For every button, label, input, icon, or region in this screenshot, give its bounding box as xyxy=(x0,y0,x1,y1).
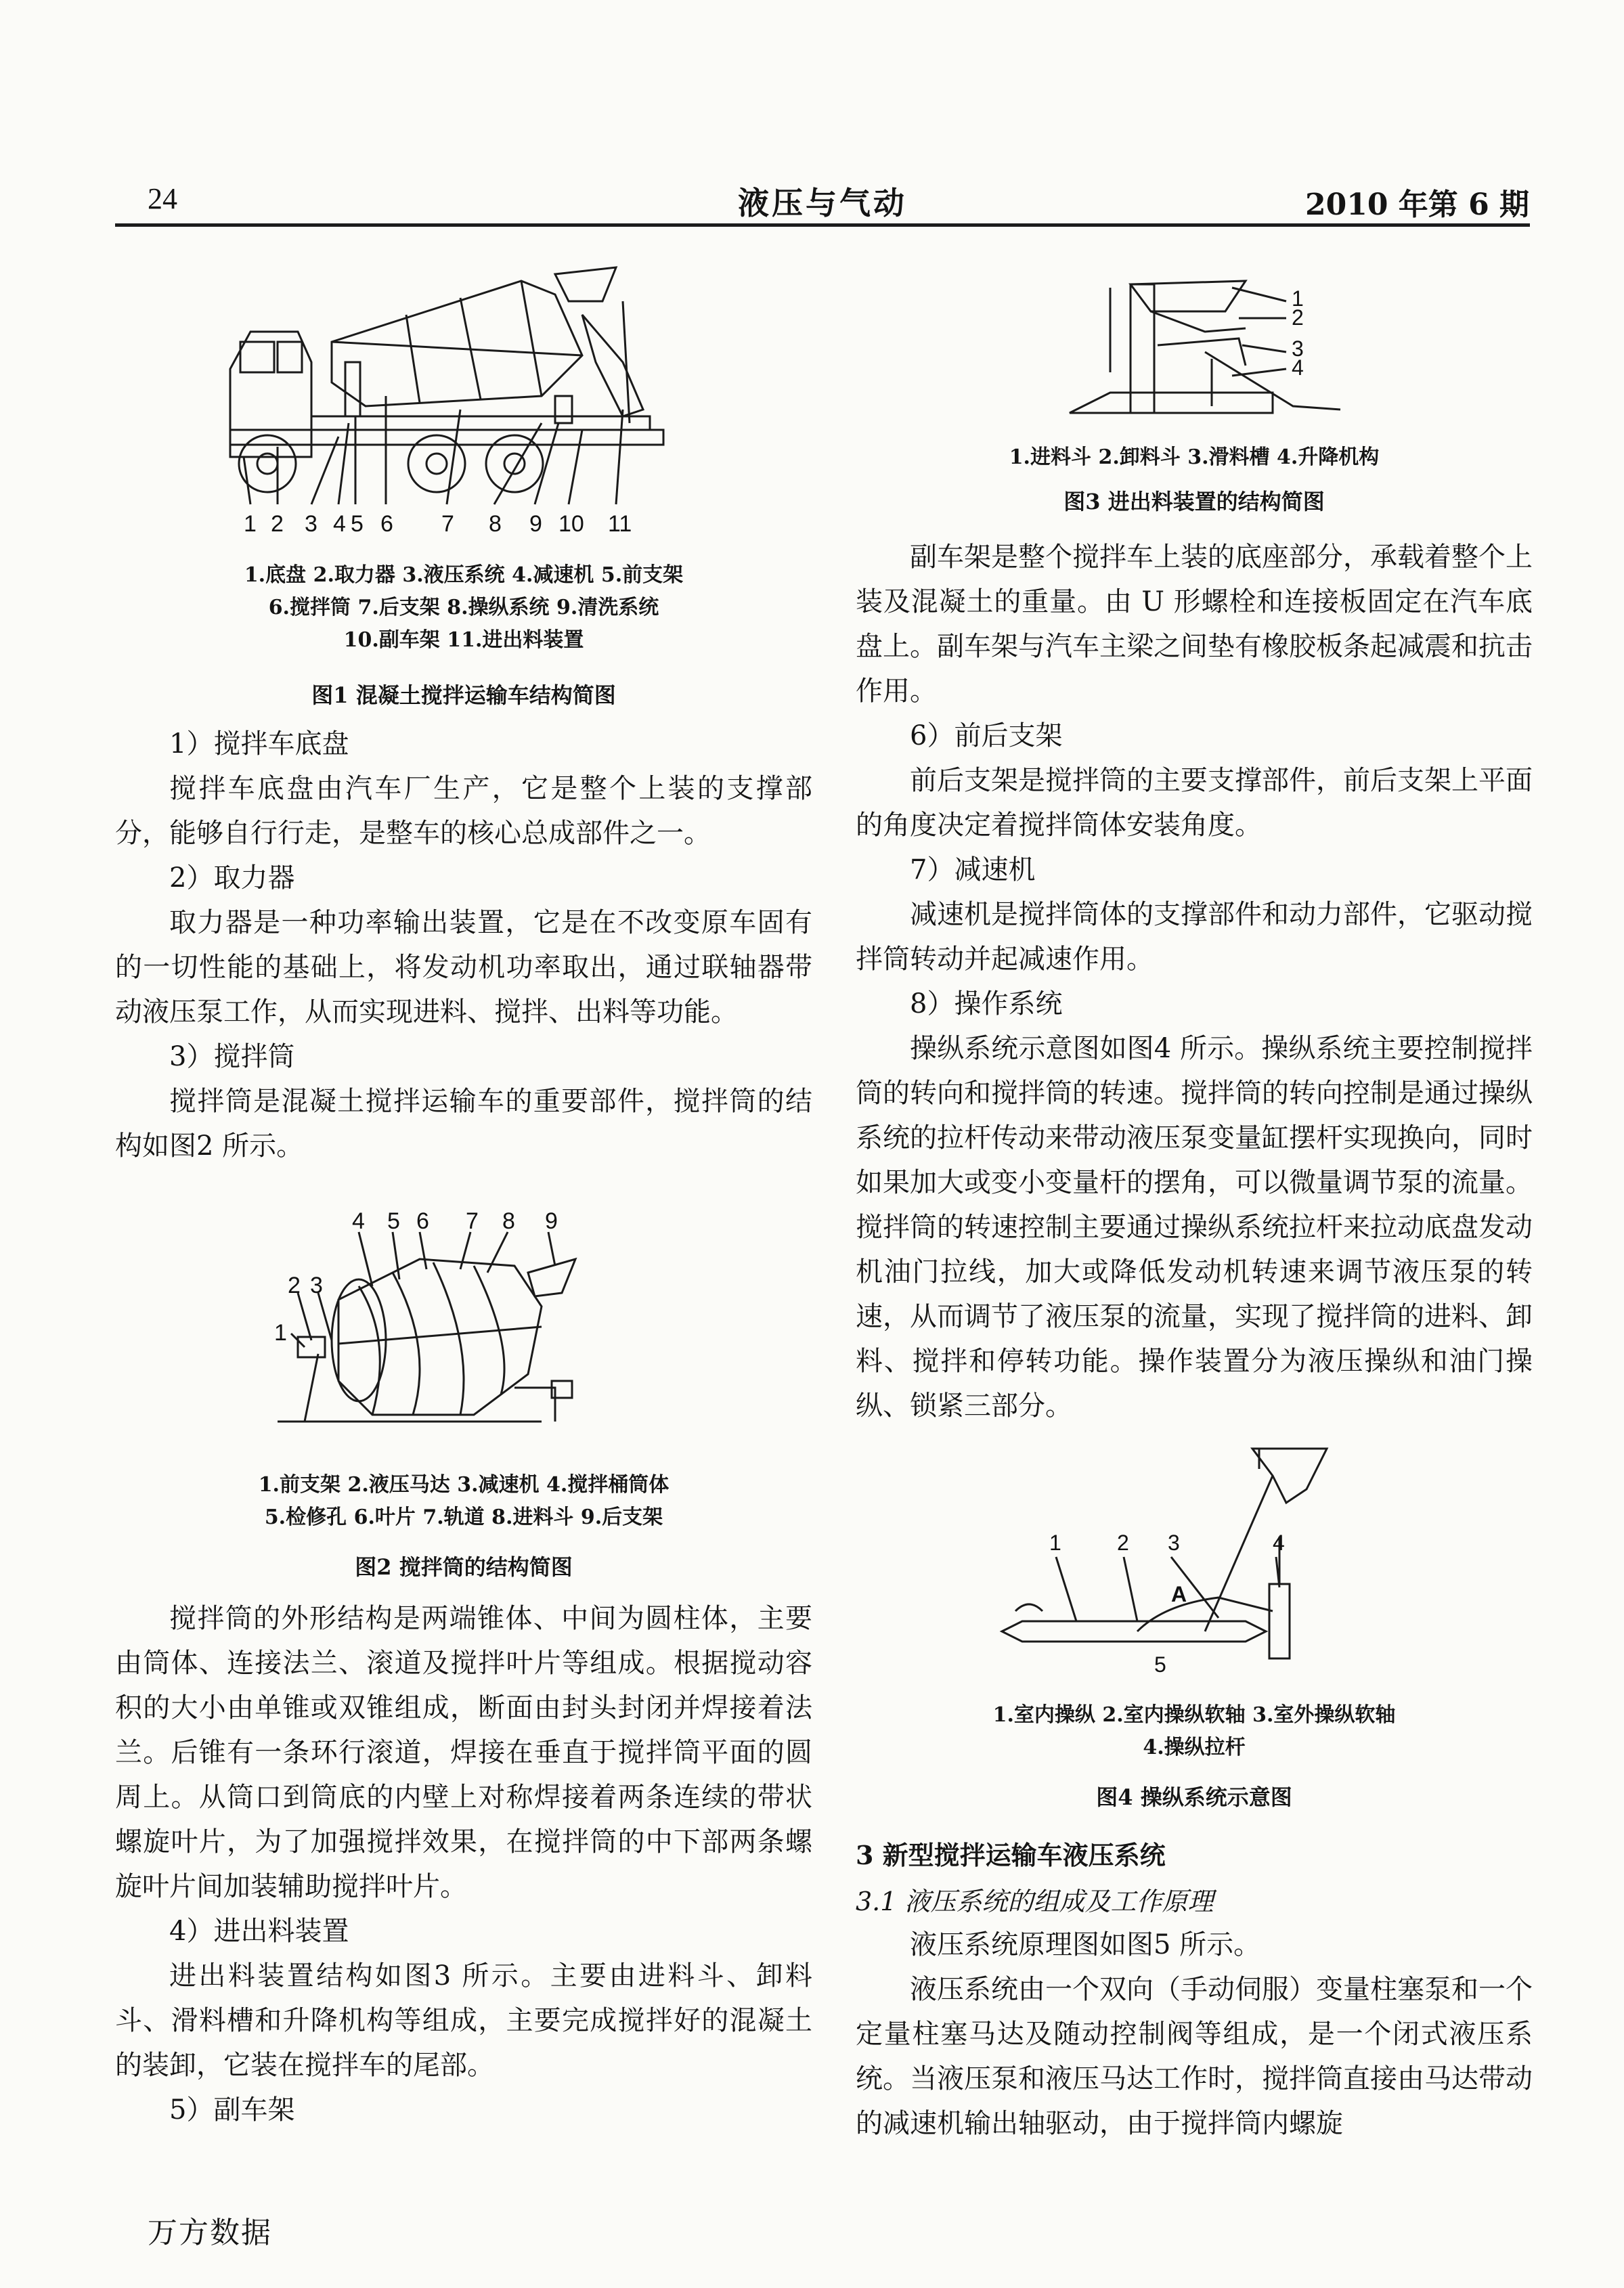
header-rule xyxy=(115,223,1530,227)
paragraph: 搅拌筒的外形结构是两端锥体、中间为圆柱体，主要由筒体、连接法兰、滚道及搅拌叶片等组成。根据搅动容积的大小由单锥或双锥组成，断面由封头封闭并焊接着法兰。后锥有一条环行滚道，焊接在垂直于搅拌筒平面的圆周上。从筒口到筒底的内壁上对称焊接着两条连续的带状螺旋叶片，为了加强搅拌效果，在搅拌筒的中下部两条螺旋叶片间加装辅助搅拌叶片。 xyxy=(115,1603,812,1902)
figure2-legend-line: 5.检修孔 6.叶片 7.轨道 8.进料斗 9.后支架 xyxy=(264,1505,663,1529)
figure4-callout: 4 xyxy=(1273,1531,1285,1555)
paragraph: 液压系统原理图如图5 所示。 xyxy=(910,1929,1261,1960)
issue-label: 2010 年第 6 期 xyxy=(1304,188,1529,222)
figure1-callout: 8 xyxy=(489,511,502,537)
figure4-control-system-diagram xyxy=(1002,1449,1354,1679)
figure2-callout: 7 xyxy=(466,1208,479,1234)
figure2-callout: 5 xyxy=(387,1208,400,1234)
figure1-callout: 10 xyxy=(558,511,584,537)
figure1-callout: 11 xyxy=(608,511,632,537)
figure2-callout: 4 xyxy=(352,1208,365,1234)
figure1-title: 图1 混凝土搅拌运输车结构简图 xyxy=(311,682,616,708)
paragraph: 前后支架是搅拌筒的主要支撑部件，前后支架上平面的角度决定着搅拌筒体安装角度。 xyxy=(856,765,1533,841)
subheading: 3）搅拌筒 xyxy=(169,1041,295,1072)
figure2-callout: 8 xyxy=(502,1208,515,1234)
figure3-callout: 3 xyxy=(1292,336,1304,361)
figure4-title: 图4 操纵系统示意图 xyxy=(1096,1784,1292,1810)
figure1-callout: 1 xyxy=(244,511,257,537)
figure3-callout: 2 xyxy=(1292,305,1304,330)
figure2-callout: 9 xyxy=(545,1208,558,1234)
subheading: 4）进出料装置 xyxy=(169,1916,349,1947)
figure1-legend-line: 6.搅拌筒 7.后支架 8.操纵系统 9.清洗系统 xyxy=(268,596,659,619)
figure4-callout: 3 xyxy=(1168,1531,1180,1555)
figure3-legend-line: 1.进料斗 2.卸料斗 3.滑料槽 4.升降机构 xyxy=(1009,445,1380,469)
figure3-title: 图3 进出料装置的结构简图 xyxy=(1063,489,1325,514)
figure4-legend-line: 1.室内操纵 2.室内操纵软轴 3.室外操纵软轴 xyxy=(992,1703,1396,1727)
subheading: 5）副车架 xyxy=(169,2094,295,2126)
figure2-legend xyxy=(115,1469,812,1534)
figure4-legend xyxy=(856,1699,1533,1764)
figure1-callout: 4 xyxy=(333,511,346,537)
figure2-callout: 2 xyxy=(288,1273,301,1298)
figure1-legend-line: 10.副车架 11.进出料装置 xyxy=(343,628,584,652)
figure3-callout: 4 xyxy=(1292,355,1304,380)
figure1-callout: 6 xyxy=(380,511,393,537)
figure3-legend xyxy=(856,441,1533,474)
page-number: 24 xyxy=(148,182,177,215)
figure4-legend-line: 4.操纵拉杆 xyxy=(1143,1736,1246,1759)
subheading: 1）搅拌车底盘 xyxy=(169,728,349,760)
figure4-callout: 1 xyxy=(1049,1531,1061,1555)
subheading: 7）减速机 xyxy=(910,854,1036,885)
figure2-legend-line: 1.前支架 2.液压马达 3.减速机 4.搅拌桶筒体 xyxy=(258,1473,670,1497)
section-3-title: 3 新型搅拌运输车液压系统 xyxy=(856,1840,1166,1870)
paragraph: 副车架是整个搅拌车上装的底座部分，承载着整个上装及混凝土的重量。由 U 形螺栓和连接板固定在汽车底盘上。副车架与汽车主梁之间垫有橡胶板条起减震和抗击作用。 xyxy=(856,542,1533,707)
figure1-legend-line: 1.底盘 2.取力器 3.液压系统 4.减速机 5.前支架 xyxy=(244,563,684,587)
figure4-callout: 5 xyxy=(1154,1652,1166,1677)
paragraph: 减速机是搅拌筒体的支撑部件和动力部件，它驱动搅拌筒转动并起减速作用。 xyxy=(856,899,1533,975)
figure2-callout: 6 xyxy=(416,1208,429,1234)
paragraph: 搅拌筒是混凝土搅拌运输车的重要部件，搅拌筒的结构如图2 所示。 xyxy=(115,1086,812,1162)
paragraph: 搅拌车底盘由汽车厂生产，它是整个上装的支撑部分，能够自行行走，是整车的核心总成部件之一。 xyxy=(115,773,812,849)
right-text-block-1 xyxy=(856,535,1533,1428)
paragraph: 取力器是一种功率输出装置，它是在不改变原车固有的一切性能的基础上，将发动机功率取出，通过联轴器带动液压泵工作，从而实现进料、搅拌、出料等功能。 xyxy=(115,907,812,1028)
paragraph: 进出料装置结构如图3 所示。主要由进料斗、卸料斗、滑料槽和升降机构等组成，主要完成搅拌好的混凝土的装卸，它装在搅拌车的尾部。 xyxy=(115,1960,812,2081)
left-text-block-1 xyxy=(115,722,812,1168)
figure2-callout: 3 xyxy=(310,1273,323,1298)
figure3-feed-device-diagram xyxy=(1070,271,1367,433)
journal-title: 液压与气动 xyxy=(738,185,907,221)
paragraph: 操纵系统示意图如图4 所示。操纵系统主要控制搅拌筒的转向和搅拌筒的转速。搅拌筒的转向控制是通过操纵系统的拉杆传动来带动液压泵变量缸摆杆实现换向，同时如果加大或变小变量杆的摆角，可以微量调节泵的流量。搅拌筒的转速控制主要通过操纵系统拉杆来拉动底盘发动机油门拉线，加大或降低发动机转速来调节液压泵的转速，从而调节了液压泵的流量，实现了搅拌筒的进料、卸料、搅拌和停转功能。操作装置分为液压操纵和油门操纵、锁紧三部分。 xyxy=(856,1033,1533,1422)
figure1-callout: 9 xyxy=(529,511,542,537)
subheading: 2）取力器 xyxy=(169,862,295,894)
subheading: 6）前后支架 xyxy=(910,720,1063,751)
right-text-block-2 xyxy=(856,1922,1533,2146)
figure1-callout: 2 xyxy=(271,511,284,537)
figure4-callout: 2 xyxy=(1117,1531,1129,1555)
paragraph: 液压系统由一个双向（手动伺服）变量柱塞泵和一个定量柱塞马达及随动控制阀等组成，是一个闭式液压系统。当液压泵和液压马达工作时，搅拌筒直接由马达带动的减速机输出轴驱动，由于搅拌筒内螺旋 xyxy=(856,1974,1533,2139)
source-watermark: 万方数据 xyxy=(148,2216,272,2250)
left-text-block-2 xyxy=(115,1596,812,2132)
figure4-section-label: A xyxy=(1171,1582,1187,1606)
figure1-callout: 7 xyxy=(441,511,454,537)
figure2-callout: 1 xyxy=(274,1320,287,1346)
figure1-callout: 5 xyxy=(351,511,364,537)
figure1-truck-diagram xyxy=(203,261,731,545)
figure3-callout: 1 xyxy=(1292,286,1304,311)
figure1-callout: 3 xyxy=(305,511,317,537)
figure2-drum-diagram xyxy=(257,1208,636,1449)
subheading: 8）操作系统 xyxy=(910,988,1063,1019)
figure1-legend xyxy=(115,559,812,657)
section-3-1-title: 3.1 液压系统的组成及工作原理 xyxy=(856,1887,1214,1916)
figure2-title: 图2 搅拌筒的结构简图 xyxy=(355,1554,573,1580)
